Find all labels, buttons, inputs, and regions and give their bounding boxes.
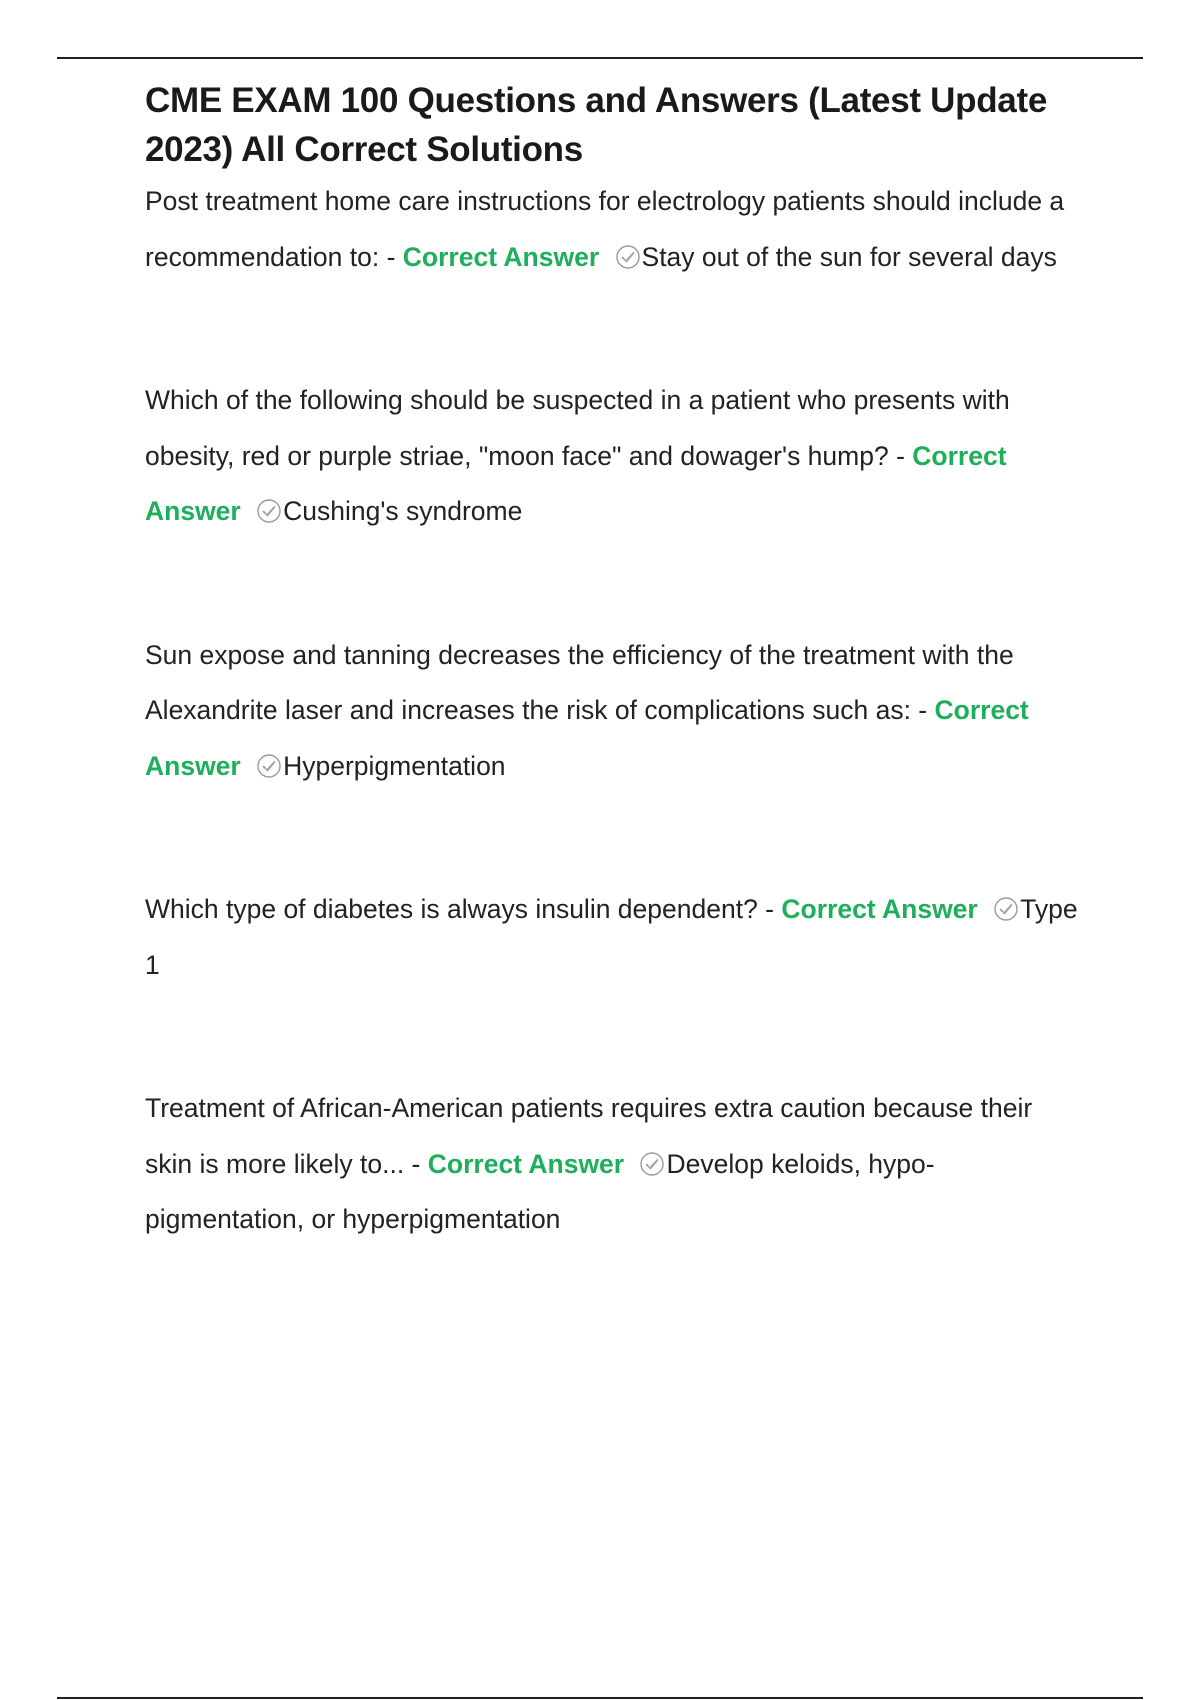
- document-title: CME EXAM 100 Questions and Answers (Latest Update 2023) All Correct Solutions: [145, 81, 1047, 169]
- check-circle-icon: [993, 896, 1019, 922]
- correct-answer-label: Correct Answer: [145, 440, 1007, 526]
- top-rule: [57, 57, 1143, 59]
- separator: -: [757, 894, 782, 924]
- correct-answer-label: Correct Answer: [781, 894, 978, 924]
- document-body: [145, 76, 1085, 1248]
- answer-text: Type 1: [145, 894, 1078, 980]
- correct-answer-label: Correct Answer: [402, 241, 600, 272]
- separator: -: [910, 695, 935, 725]
- answer-text: Cushing's syndrome: [283, 496, 523, 526]
- check-circle-icon: [615, 244, 641, 270]
- question-text: Which of the following should be suspected in a patient who presents with obesity, red or purple striae, "moon face" and dowager's hump?: [145, 385, 1010, 471]
- answer-text: Develop keloids, hypo-pigmentation, or hyperpigmentation: [145, 1148, 935, 1234]
- separator: -: [404, 1148, 428, 1179]
- question-text: Treatment of African-American patients requires extra caution because their skin is more likely to...: [145, 1093, 1033, 1179]
- qa-item: [145, 174, 1085, 285]
- bottom-rule: [57, 1697, 1143, 1699]
- separator: -: [888, 440, 913, 471]
- question-text: Sun expose and tanning decreases the efficiency of the treatment with the Alexandrite laser and increases the risk of complications such as:: [145, 639, 1014, 725]
- correct-answer-label: Correct Answer: [145, 695, 1029, 781]
- qa-item: [145, 373, 1085, 540]
- qa-item: [145, 628, 1085, 795]
- answer-text: Stay out of the sun for several days: [641, 241, 1057, 272]
- check-circle-icon: [256, 498, 282, 524]
- correct-answer-label: Correct Answer: [427, 1148, 625, 1179]
- question-text: Which type of diabetes is always insulin dependent?: [145, 894, 758, 924]
- question-text: Post treatment home care instructions for electrology patients should include a recommendation to:: [145, 186, 1065, 272]
- qa-item: [145, 882, 1085, 993]
- answer-text: Hyperpigmentation: [283, 750, 506, 781]
- check-circle-icon: [639, 1151, 665, 1177]
- qa-item: [145, 1081, 1085, 1248]
- check-circle-icon: [256, 753, 282, 779]
- separator: -: [379, 241, 403, 272]
